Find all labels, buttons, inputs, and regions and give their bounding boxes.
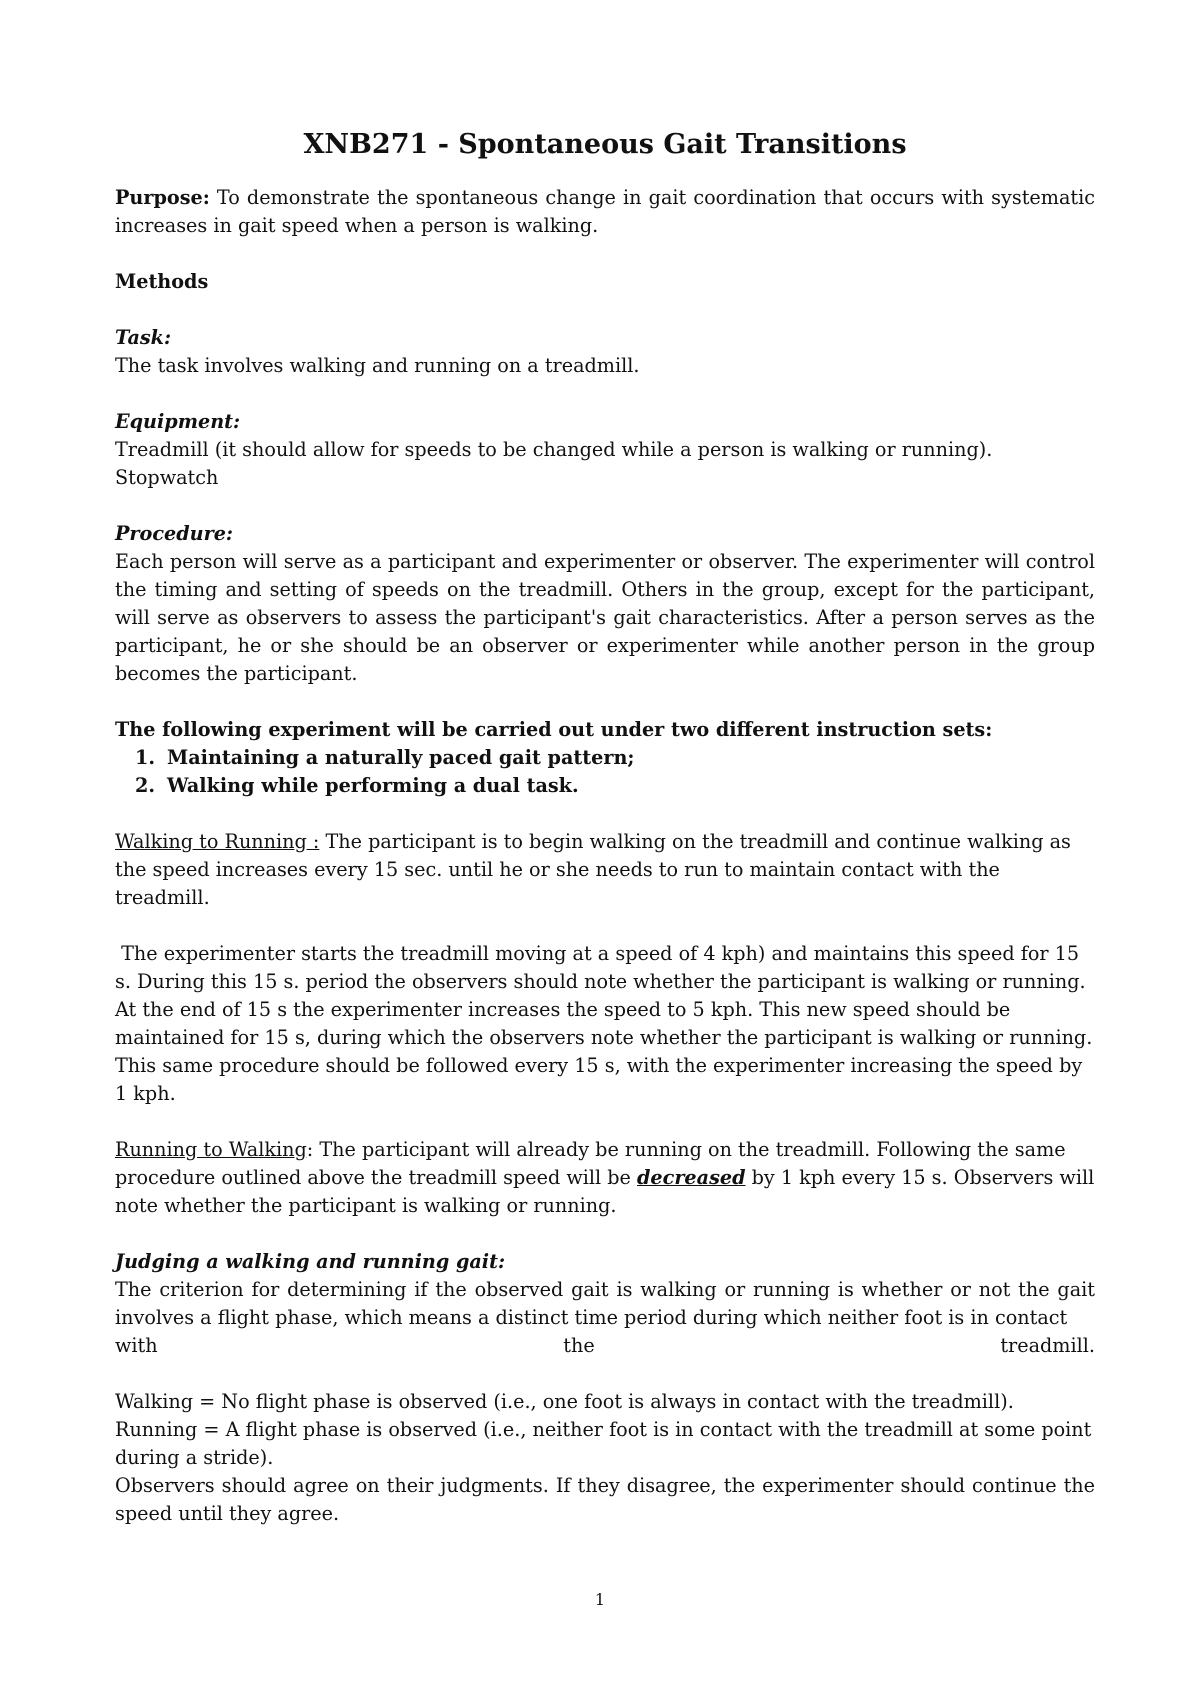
decreased-emphasis: decreased — [637, 1166, 746, 1189]
running-to-walking-paragraph — [115, 1136, 1095, 1220]
walking-to-running-paragraph — [115, 828, 1095, 912]
judging-last-line — [115, 1332, 1095, 1360]
walking-definition: Walking = No flight phase is observed (i.e., one foot is always in contact with the treadmill). — [115, 1390, 1014, 1413]
task-text: The task involves walking and running on a treadmill. — [115, 354, 640, 377]
judging-word: treadmill. — [1000, 1334, 1095, 1357]
procedure-text: Each person will serve as a participant and experimenter or observer. The experimenter will control the timing and setting of speeds on the treadmill. Others in the group, except for the participant, will serve as observers to assess the participant's gait characteristics. After a person serves as the participant, he or she should be an observer or experimenter while another person in the group becomes the participant. — [115, 550, 1095, 685]
judging-word: the — [563, 1334, 595, 1357]
task-heading: Task: — [115, 326, 172, 349]
running-to-walking-label: Running to Walking — [115, 1138, 307, 1161]
instruction-list — [115, 744, 1095, 800]
purpose-text: To demonstrate the spontaneous change in gait coordination that occurs with systematic increases in gait speed when a person is walking. — [115, 186, 1095, 237]
equipment-heading: Equipment: — [115, 410, 241, 433]
list-item-number: 2. — [134, 774, 155, 797]
observers-agree-text: Observers should agree on their judgments. If they disagree, the experimenter should continue the speed until they agree. — [115, 1474, 1095, 1525]
document-body — [115, 128, 1099, 1528]
judging-word: with — [115, 1334, 158, 1357]
list-item-number: 1. — [134, 746, 155, 769]
page-title: XNB271 - Spontaneous Gait Transitions — [303, 129, 907, 160]
list-item — [115, 772, 1095, 800]
running-to-walking-text-end: by 1 kph every 15 s. Observers will note whether the participant is walking or running. — [115, 1166, 1095, 1217]
list-item-text: Walking while performing a dual task. — [167, 774, 579, 797]
equipment-line-treadmill: Treadmill (it should allow for speeds to be changed while a person is walking or running). — [115, 438, 993, 461]
purpose-paragraph — [115, 184, 1095, 240]
procedure-heading: Procedure: — [115, 522, 233, 545]
page-number: 1 — [594, 1590, 606, 1609]
walking-to-running-detail: The experimenter starts the treadmill moving at a speed of 4 kph) and maintains this speed for 15 s. During this 15 s. period the observers should note whether the participant is walking or running. At the end of 15 s the experimenter increases the speed to 5 kph. This new speed should be maintained for 15 s, during which the observers note whether the participant is walking or running. This same procedure should be followed every 15 s, with the experimenter increasing the speed by 1 kph. — [115, 942, 1099, 1105]
list-item-text: Maintaining a naturally paced gait pattern; — [167, 746, 635, 769]
judging-heading: Judging a walking and running gait: — [115, 1250, 506, 1273]
walking-to-running-label: Walking to Running : — [115, 830, 320, 853]
list-item — [115, 744, 1095, 772]
judging-text: The criterion for determining if the observed gait is walking or running is whether or not the gait involves a flight phase, which means a distinct time period during which neither foot is in contact — [115, 1278, 1095, 1329]
instructions-heading: The following experiment will be carried out under two different instruction sets: — [115, 718, 993, 741]
methods-heading: Methods — [115, 270, 209, 293]
equipment-line-stopwatch: Stopwatch — [115, 466, 219, 489]
running-definition: Running = A flight phase is observed (i.e., neither foot is in contact with the treadmill at some point during a stride). — [115, 1418, 1092, 1469]
running-to-walking-text: : The participant will already be running on the treadmill. Following the same procedure outlined above the treadmill speed will be — [115, 1138, 1066, 1189]
walking-to-running-text: The participant is to begin walking on the treadmill and continue walking as the speed increases every 15 sec. until he or she needs to run to maintain contact with the treadmill. — [115, 830, 1071, 909]
purpose-label: Purpose: — [115, 186, 210, 209]
